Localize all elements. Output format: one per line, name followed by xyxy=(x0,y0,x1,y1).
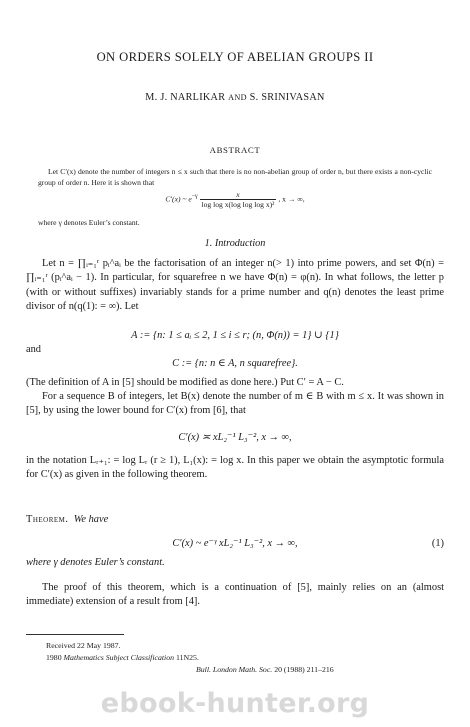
msc-year: 1980 xyxy=(46,653,62,662)
footnote-rule xyxy=(26,634,124,635)
and-connector: and xyxy=(26,344,42,355)
theorem-where: where γ denotes Euler’s constant. xyxy=(26,557,165,568)
equation-asymptotic-order: C′(x) ≍ xL₂⁻¹ L₃⁻², x → ∞, xyxy=(178,432,292,443)
abstract-fraction-den: log log x(log log log x)² xyxy=(201,200,275,209)
abstract-heading: ABSTRACT xyxy=(209,145,261,155)
equation-number: (1) xyxy=(431,538,444,549)
equation-set-c: C := {n: n ∈ A, n squarefree}. xyxy=(172,358,298,369)
paper-title: ON ORDERS SOLELY OF ABELIAN GROUPS II xyxy=(96,50,374,64)
theorem-we-have: We have xyxy=(73,514,109,525)
abstract-text: Let C′(x) denote the number of integers n ≤ x such that there is no non-abelian group of order n, but there exists a non-cyclic group of order n. Here it is shown that xyxy=(38,167,432,187)
abstract-formula-tail: , x → ∞, xyxy=(278,194,305,204)
journal-name: Bull. London Math. Soc. xyxy=(196,665,273,674)
author-join: AND xyxy=(228,93,247,102)
abstract-fraction xyxy=(200,190,277,209)
theorem-equation: C′(x) ~ e⁻ᵞ xL₂⁻¹ L₃⁻², x → ∞, xyxy=(172,538,298,549)
abstract-fraction-num: x xyxy=(200,190,277,200)
intro-paragraph-4: in the notation Lᵣ₊₁: = log Lᵣ (r ≥ 1), L₁(x): = log x. In this paper we obtain the asymptotic formula for C′(x) as given in the following theorem. xyxy=(26,455,444,481)
abstract-formula xyxy=(0,190,470,209)
intro-paragraph-3: For a sequence B of integers, let B(x) denote the number of m ∈ B with m ≤ x. It was shown in [5], by using the lower bound for C′(x) from [6], that xyxy=(26,391,444,417)
equation-set-a: A := {n: 1 ≤ aᵢ ≤ 2, 1 ≤ i ≤ r; (n, Φ(n)) = 1} ∪ {1} xyxy=(131,330,339,341)
msc-label: Mathematics Subject Classification xyxy=(63,653,174,662)
abstract-formula-exp: −γ xyxy=(191,193,198,200)
author-line xyxy=(0,92,470,103)
author-1: M. J. NARLIKAR xyxy=(145,92,226,103)
theorem-statement xyxy=(26,513,108,527)
theorem-label: Theorem. xyxy=(26,514,69,525)
watermark-text: ebook-hunter.org xyxy=(100,688,370,719)
abstract-text-end: where γ denotes Euler’s constant. xyxy=(38,218,140,227)
received-date: Received 22 May 1987. xyxy=(46,641,121,650)
intro-paragraph-5: The proof of this theorem, which is a continuation of [5], mainly relies on an (almost immediate) extension of a result from [4]. xyxy=(26,582,444,608)
journal-citation xyxy=(196,664,334,675)
intro-paragraph-2: (The definition of A in [5] should be modified as done here.) Put C′ = A − C. xyxy=(26,377,344,388)
msc-line xyxy=(46,652,199,663)
author-2: S. SRINIVASAN xyxy=(249,92,325,103)
section-heading: 1. Introduction xyxy=(204,238,266,249)
intro-paragraph-1: Let n = ∏ᵢ₌₁ʳ pᵢ^aᵢ be the factorisation of an integer n(> 1) into prime powers, and set Φ(n) = ∏ᵢ₌₁ʳ (pᵢ^aᵢ − 1). In particular, for squarefree n we have Φ(n) = φ(n). In what follows, the letter p (with or without suffixes) invariably stands for a prime number and q(n) denotes the least prime divisor of n(q(1): = ∞). Let xyxy=(26,258,444,312)
journal-volume: 20 (1988) 211–216 xyxy=(274,665,334,674)
msc-code: 11N25. xyxy=(175,653,199,662)
abstract-formula-lhs: C′(x) ~ e xyxy=(165,194,192,204)
